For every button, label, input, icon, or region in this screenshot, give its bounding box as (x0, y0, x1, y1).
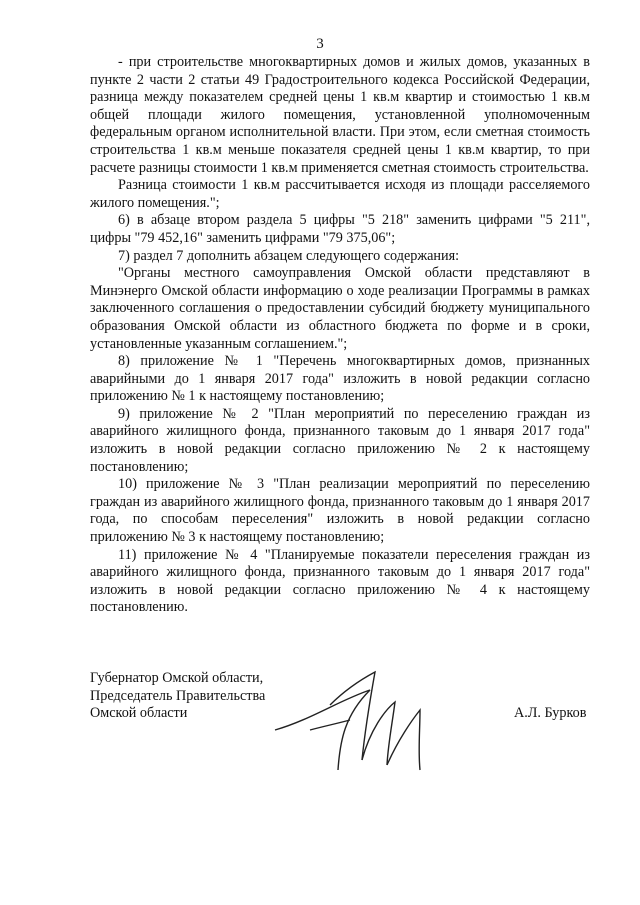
paragraph: 8) приложение № 1 "Перечень многоквартирных домов, признанных аварийными до 1 января 2017 года" изложить в новой редакции согласно приложению № 1 к настоящему постановлению; (90, 353, 590, 405)
paragraph: 6) в абзаце втором раздела 5 цифры "5 218" заменить цифрами "5 211", цифры "79 452,16" заменить цифрами "79 375,06"; (90, 212, 590, 246)
paragraph: 11) приложение № 4 "Планируемые показатели переселения граждан из аварийного жилищного фонда, признанного таковым до 1 января 2017 года" изложить в новой редакции согласно приложению № 4 к настоящему постановлению. (90, 546, 590, 616)
signer-name: А.Л. Бурков (514, 705, 587, 721)
paragraph: 7) раздел 7 дополнить абзацем следующего содержания: (118, 247, 460, 264)
paragraph: 10) приложение № 3 "План реализации мероприятий по переселению граждан из аварийного жилищного фонда, признанного таковым до 1 января 2017 года, по способам переселения" изложить в новой редакции согласно приложению № 3 к настоящему постановлению; (90, 476, 590, 546)
signer-title-line: Губернатор Омской области, (90, 670, 264, 686)
paragraph: 9) приложение № 2 "План мероприятий по переселению граждан из аварийного жилищного фонда, признанного таковым до 1 января 2017 года" изложить в новой редакции согласно приложению № 2 к настоящему постановлению; (90, 405, 590, 475)
signer-title-line: Омской области (90, 705, 188, 722)
document-body (90, 54, 590, 617)
page-number: 3 (316, 36, 324, 52)
paragraph: - при строительстве многоквартирных домов и жилых домов, указанных в пункте 2 части 2 статьи 49 Градостроительного кодекса Российской Федерации, разница между показателем средней цены 1 кв.м квартир и стоимостью 1 кв.м общей площади жилого помещения, установленной уполномоченным федеральным органом исполнительной власти. При этом, если сметная стоимость строительства 1 кв.м меньше показателя средней цены 1 кв.м квартир, то при расчете разницы стоимости 1 кв.м применяется сметная стоимость строительства. (90, 54, 590, 176)
paragraph: "Органы местного самоуправления Омской области представляют в Минэнерго Омской области информацию о ходе реализации Программы в рамках заключенного соглашения о предоставлении субсидий бюджету муниципального образования Омской области из областного бюджета по форме и в сроки, установленные указанным соглашением."; (90, 265, 590, 352)
signer-title-line: Председатель Правительства (90, 687, 266, 704)
handwritten-signature (270, 660, 450, 780)
paragraph: Разница стоимости 1 кв.м рассчитывается исходя из площади расселяемого жилого помещения."; (90, 177, 590, 211)
signer-title (90, 670, 265, 723)
